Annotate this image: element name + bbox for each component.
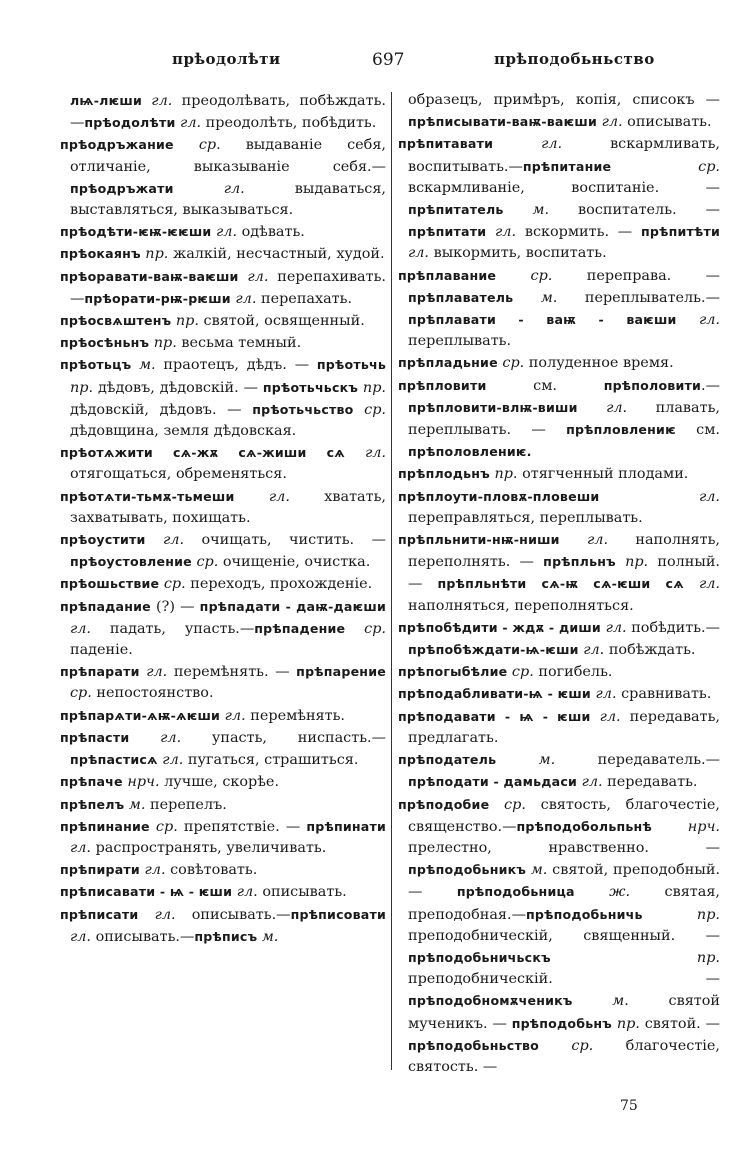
definition-text: праотецъ, дѣдъ. — — [155, 357, 317, 374]
headword: прѣотьчь — [316, 357, 386, 373]
grammar-label: пр. — [358, 379, 386, 396]
grammar-label: м. — [513, 289, 558, 306]
grammar-label: м. — [257, 928, 279, 945]
dictionary-entry — [398, 352, 720, 374]
grammar-label: гл. — [230, 290, 257, 307]
definition-text: святость, благочестіе, священство.— — [408, 796, 720, 835]
grammar-label: гл. — [173, 180, 245, 197]
dictionary-entry — [60, 661, 386, 704]
grammar-label: м. — [503, 202, 550, 219]
headword: прѣпогыбѣлие — [398, 664, 508, 680]
grammar-label: ср. — [507, 664, 534, 681]
grammar-label: гл. — [600, 619, 627, 636]
grammar-label: гл. — [578, 642, 605, 659]
headword: прѣоустити — [60, 532, 146, 548]
grammar-label: ср. — [489, 796, 526, 813]
definition-text: наполняться, переполняться. — [408, 597, 634, 614]
grammar-label: пр. — [70, 379, 94, 396]
headword: прѣподати - дамьдаси — [408, 774, 578, 790]
dictionary-entry — [60, 794, 386, 816]
grammar-label: гл. — [597, 114, 623, 131]
headword: прѣпитатель — [408, 202, 504, 218]
signature-mark: 75 — [620, 1098, 638, 1114]
grammar-label: гл. — [559, 532, 609, 549]
headword: прѣподобие — [398, 796, 490, 812]
grammar-label: ср. — [70, 685, 92, 702]
definition-text: преодолѣвать, побѣждать.— — [70, 93, 386, 132]
headword: прѣподобольпьнѣ — [516, 818, 652, 834]
right-running-head: прѣподобьньство — [494, 50, 655, 68]
headword: прѣодръжати — [70, 180, 174, 196]
definition-text: дѣдовскій, дѣдовъ. — — [70, 401, 253, 418]
grammar-label: гл. — [70, 928, 92, 945]
definition-text: святая, преподобная.— — [408, 884, 720, 923]
grammar-label: гл. — [590, 686, 617, 703]
grammar-label: м. — [572, 993, 629, 1010]
dictionary-entry — [60, 904, 386, 948]
grammar-label: пр. — [611, 1015, 640, 1032]
definition-text: описывать.— — [175, 906, 291, 923]
dictionary-entry — [398, 375, 720, 464]
grammar-label: гл. — [493, 136, 563, 153]
definition-text: перепелъ. — [145, 796, 227, 813]
headword: прѣосѣньнъ — [60, 335, 150, 351]
headword: прѣпловити-влѭ-виши — [408, 399, 578, 415]
headword: прѣполовлениѥ. — [408, 444, 532, 460]
headword: прѣподобьникъ — [408, 862, 527, 878]
grammar-label: ср. — [497, 355, 525, 372]
headword: прѣосвѧштенъ — [60, 313, 172, 329]
grammar-label: гл. — [683, 576, 720, 593]
definition-text: сравнивать. — [616, 686, 712, 703]
grammar-label: гл. — [70, 839, 92, 856]
definition-text: падать, упасть.— — [91, 620, 255, 637]
headword: прѣпаче — [60, 774, 123, 790]
definition-text: вскормить. — — [516, 224, 641, 241]
headword: прѣпладьние — [398, 355, 498, 371]
grammar-label: гл. — [129, 729, 182, 746]
definition-text: преподобническій, священный. — — [408, 927, 720, 944]
dictionary-entry — [398, 661, 720, 683]
definition-text: святой мученикъ. — — [408, 993, 720, 1032]
headword: лѩ-лѥши — [70, 93, 142, 108]
definition-text: отягченный плодами. — [517, 466, 689, 483]
page-header — [0, 50, 746, 80]
headword: прѣошьствие — [60, 576, 160, 592]
dictionary-entry — [60, 816, 386, 859]
dictionary-entry — [60, 354, 386, 442]
definition-text: наполнять, переполнять. — — [408, 532, 720, 571]
headword: прѣподобномѫченикъ — [408, 993, 573, 1009]
headword: прѣпарати — [60, 664, 140, 680]
definition-text: отягощаться, обременяться. — [70, 466, 287, 483]
headword: прѣотьцъ — [60, 357, 132, 373]
grammar-label: ср. — [538, 1037, 594, 1054]
dictionary-entry — [60, 442, 386, 485]
headword: прѣподавати - ѩ - ѥши — [398, 708, 591, 724]
definition-text: прелестно, нравственно. — — [408, 839, 720, 856]
headword: прѣплавание — [398, 267, 497, 283]
grammar-label: гл. — [344, 445, 386, 462]
definition-text: упасть, ниспасть.— — [181, 729, 386, 746]
definition-text: описывать. — [622, 114, 712, 131]
headword: прѣокаянъ — [60, 246, 141, 262]
definition-text: очищать, чистить. — — [184, 532, 386, 549]
grammar-label: пр. — [642, 906, 720, 923]
definition-text: описывать.— — [91, 928, 195, 945]
headword: прѣоустовление — [70, 554, 192, 570]
definition-text: дѣдовъ, дѣдовскій. — — [93, 379, 263, 396]
grammar-label: ж. — [574, 884, 631, 901]
definition-text: перемѣнять. — — [167, 664, 297, 681]
definition-text: святой. — — [639, 1015, 720, 1032]
dictionary-entry — [60, 486, 386, 529]
grammar-label: гл. — [238, 268, 269, 285]
headword: прѣпловлениѥ — [566, 422, 676, 438]
headword: прѣподобьньство — [408, 1037, 539, 1053]
grammar-label: нрч. — [122, 774, 160, 791]
definition-text: выдаваніе себя, отличаніе, выказываніе себя.— — [70, 137, 386, 175]
headword: прѣпадание — [60, 598, 151, 614]
headword: прѣпльнѣти сѧ-ѭ сѧ-ѥши сѧ — [437, 576, 684, 592]
definition-text: весьма темный. — [176, 335, 302, 352]
dictionary-entry — [398, 529, 720, 617]
headword: прѣорати-рѭ-рѥши — [84, 290, 231, 306]
grammar-label: ср. — [149, 818, 178, 835]
headword: прѣодѣти-ѥѭ-ѥѥши — [60, 224, 212, 240]
grammar-label: пр. — [171, 313, 199, 330]
definition-text: (?) — — [150, 598, 200, 615]
definition-text: жалкій, несчастный, худой. — [168, 246, 385, 263]
grammar-label: пр. — [149, 335, 177, 352]
dictionary-entry — [60, 596, 386, 662]
headword: прѣподатель — [398, 752, 497, 768]
headword: прѣпитание — [522, 158, 612, 174]
grammar-label: пр. — [550, 949, 720, 966]
dictionary-entry — [398, 265, 720, 353]
dictionary-entry — [398, 486, 720, 529]
grammar-label: м. — [131, 357, 156, 374]
definition-text: пугаться, страшиться. — [183, 752, 359, 769]
headword: прѣписывати-ваѭ-ваѥши — [408, 114, 597, 130]
grammar-label: ср. — [353, 401, 387, 418]
definition-text: паденіе. — [70, 642, 133, 659]
dictionary-entry — [60, 727, 386, 771]
headword: прѣподобьнъ — [511, 1015, 612, 1031]
definition-text: выдаваться, выставляться, выказываться. — [70, 180, 386, 219]
dictionary-entry — [60, 573, 386, 595]
headword: прѣотьчьскъ — [262, 379, 359, 395]
dictionary-entry — [60, 705, 386, 727]
headword: прѣпинати — [306, 818, 387, 834]
dictionary-entry — [398, 683, 720, 705]
headword: прѣпобѣдити - ждѫ - диши — [398, 619, 601, 635]
headword: прѣподабливати-ѩ - ѥши — [398, 686, 591, 702]
dictionary-entry — [60, 90, 386, 134]
grammar-label: пр. — [140, 246, 169, 263]
definition-text: переправляться, переплывать. — [408, 509, 643, 526]
grammar-label: гл. — [232, 884, 258, 901]
headword: прѣпарение — [296, 664, 386, 680]
headword: прѣпарѧти-ѧѭ-ѧѥши — [60, 707, 221, 723]
headword: прѣпинание — [60, 818, 150, 834]
headword: прѣпловити — [398, 377, 487, 393]
headword: прѣплаватель — [408, 289, 514, 305]
definition-text: воспитатель. — — [549, 202, 720, 219]
dictionary-entry — [398, 133, 720, 264]
grammar-label: гл. — [138, 906, 176, 923]
definition-text: вскармливать, воспитывать.— — [408, 136, 720, 175]
headword: прѣотьчьство — [252, 401, 354, 417]
definition-text: перемѣнять. — [245, 707, 345, 724]
headword: прѣплодьнъ — [398, 466, 490, 482]
definition-text: одѣвать. — [237, 224, 305, 241]
definition-text: выкормить, воспитать. — [429, 245, 607, 262]
dictionary-entry — [398, 794, 720, 1079]
definition-text: препятствіе. — — [177, 818, 307, 835]
definition-text: плавать, переплывать. — — [408, 399, 720, 439]
definition-text: святой, освященный. — [198, 313, 365, 330]
grammar-label: ср. — [173, 137, 221, 154]
dictionary-entry — [398, 706, 720, 749]
definition-text: вскармливаніе, воспитаніе. — — [408, 179, 720, 196]
headword: прѣписавати - ѩ - ѥши — [60, 884, 233, 900]
left-column — [60, 90, 386, 948]
dictionary-entry — [60, 859, 386, 881]
dictionary-entry — [398, 617, 720, 661]
headword: прѣпитѣти — [641, 224, 720, 240]
headword: прѣотѧти-тьмѫ-тьмеши — [60, 488, 235, 504]
grammar-label: гл. — [220, 707, 246, 724]
headword: прѣписъ — [194, 928, 258, 944]
grammar-label: м. — [526, 862, 548, 879]
definition-text: переправа. — — [552, 267, 721, 284]
grammar-label: м. — [496, 752, 556, 769]
grammar-label: ср. — [191, 554, 219, 571]
definition-text: полуденное время. — [524, 355, 674, 372]
headword: прѣпастисѧ — [70, 752, 158, 768]
definition-text: преодолѣть, побѣдить. — [201, 115, 377, 132]
headword: прѣподобьничьскъ — [408, 949, 551, 965]
grammar-label: гл. — [139, 664, 168, 681]
grammar-label: гл. — [408, 245, 430, 262]
dictionary-entry — [60, 529, 386, 573]
definition-text: описывать. — [257, 884, 347, 901]
column-divider — [391, 92, 392, 1070]
headword: прѣпльнъ — [543, 554, 616, 570]
grammar-label: гл. — [211, 224, 238, 241]
dictionary-entry — [398, 90, 720, 133]
definition-text: побѣждать. — [604, 642, 696, 659]
grammar-label: гл. — [486, 224, 517, 241]
headword: прѣпирати — [60, 862, 140, 878]
grammar-label: нрч. — [651, 818, 720, 835]
definition-text: передавать, предлагать. — [408, 708, 720, 746]
grammar-label: гл. — [70, 620, 92, 637]
headword: прѣписати — [60, 906, 139, 922]
grammar-label: ср. — [496, 267, 553, 284]
definition-text: см. — [675, 422, 720, 439]
headword: прѣпитавати — [398, 136, 494, 152]
headword: прѣпадение — [254, 620, 346, 636]
definition-text: переплыватель.— — [557, 289, 720, 306]
definition-text: передавать. — [602, 774, 698, 791]
dictionary-entry — [60, 771, 386, 793]
definition-text: образецъ, примѣръ, копія, списокъ — — [408, 92, 720, 108]
dictionary-entry — [398, 463, 720, 485]
headword: прѣплоути-пловѫ-пловеши — [398, 488, 600, 504]
dictionary-entry — [60, 134, 386, 221]
definition-text: святой, преподобный. — — [408, 862, 720, 901]
dictionary-entry — [60, 881, 386, 903]
grammar-label: гл. — [157, 752, 184, 769]
headword: прѣодръжание — [60, 137, 174, 153]
headword: прѣпелъ — [60, 796, 125, 812]
grammar-label: ср. — [159, 576, 186, 593]
dictionary-entry — [398, 749, 720, 793]
grammar-label: пр. — [615, 554, 649, 571]
grammar-label: гл. — [577, 399, 628, 416]
definition-text: непостоянство. — [91, 685, 214, 702]
definition-text: совѣтовать. — [165, 862, 258, 879]
grammar-label: гл. — [175, 115, 202, 132]
dictionary-entry — [60, 310, 386, 332]
grammar-label: гл. — [234, 488, 290, 505]
grammar-label: гл. — [577, 774, 603, 791]
headword: прѣполовити — [603, 377, 702, 393]
grammar-label: гл. — [145, 532, 185, 549]
definition-text: распространять, увеличивать. — [91, 839, 327, 856]
definition-text: полный. — — [408, 554, 720, 593]
grammar-label: гл. — [141, 93, 173, 109]
dictionary-entry — [60, 266, 386, 310]
definition-text: преподобническій. — — [408, 971, 720, 988]
dictionary-entry — [60, 332, 386, 354]
grammar-label: пр. — [489, 466, 518, 483]
page-number: 697 — [372, 50, 405, 70]
definition-text: переходъ, прохожденіе. — [185, 576, 373, 593]
definition-text: хватать, захватывать, похищать. — [70, 488, 386, 526]
definition-text: перепахать. — [256, 290, 353, 307]
definition-text: благочестіе, святость. — — [408, 1037, 720, 1075]
definition-text: дѣдовщина, земля дѣдовская. — [70, 423, 297, 440]
headword: прѣподобьница — [456, 884, 575, 900]
headword: прѣпльнити-нѭ-ниши — [398, 532, 560, 548]
grammar-label: гл. — [599, 488, 720, 505]
definition-text: .— — [701, 377, 720, 394]
definition-text: лучше, скорѣе. — [159, 774, 280, 791]
headword: прѣподобьничь — [525, 906, 643, 922]
definition-text: перепахивать.— — [70, 268, 386, 307]
grammar-label: ср. — [345, 620, 387, 637]
headword: прѣотѧжити сѧ-жѫ сѧ-жиши сѧ — [60, 445, 345, 461]
definition-text: см. — [486, 377, 604, 394]
headword: прѣпасти — [60, 729, 130, 745]
headword: прѣоравати-ваѭ-ваѥши — [60, 268, 239, 284]
left-running-head: прѣодолѣти — [172, 50, 281, 68]
dictionary-entry — [60, 221, 386, 243]
headword: прѣпитати — [408, 224, 487, 240]
headword: прѣпадати - даѭ-даѥши — [199, 598, 386, 614]
headword: прѣписовати — [290, 906, 386, 922]
headword: прѣодолѣти — [84, 115, 176, 131]
definition-text: погибель. — [533, 664, 613, 681]
grammar-label: ср. — [611, 158, 720, 175]
definition-text: очищеніе, очистка. — [218, 554, 371, 571]
definition-text: побѣдить.— — [626, 619, 721, 636]
definition-text: передаватель.— — [555, 752, 720, 769]
dictionary-entry — [60, 243, 386, 265]
grammar-label: м. — [124, 796, 146, 813]
grammar-label: гл. — [676, 312, 720, 329]
headword: прѣпобѣждати-ѩ-ѥши — [408, 642, 579, 658]
grammar-label: гл. — [590, 708, 621, 725]
definition-text: переплывать. — [408, 333, 512, 350]
headword: прѣплавати - ваѭ - ваѥши — [408, 312, 677, 328]
grammar-label: гл. — [139, 862, 166, 879]
right-column — [398, 90, 720, 1078]
